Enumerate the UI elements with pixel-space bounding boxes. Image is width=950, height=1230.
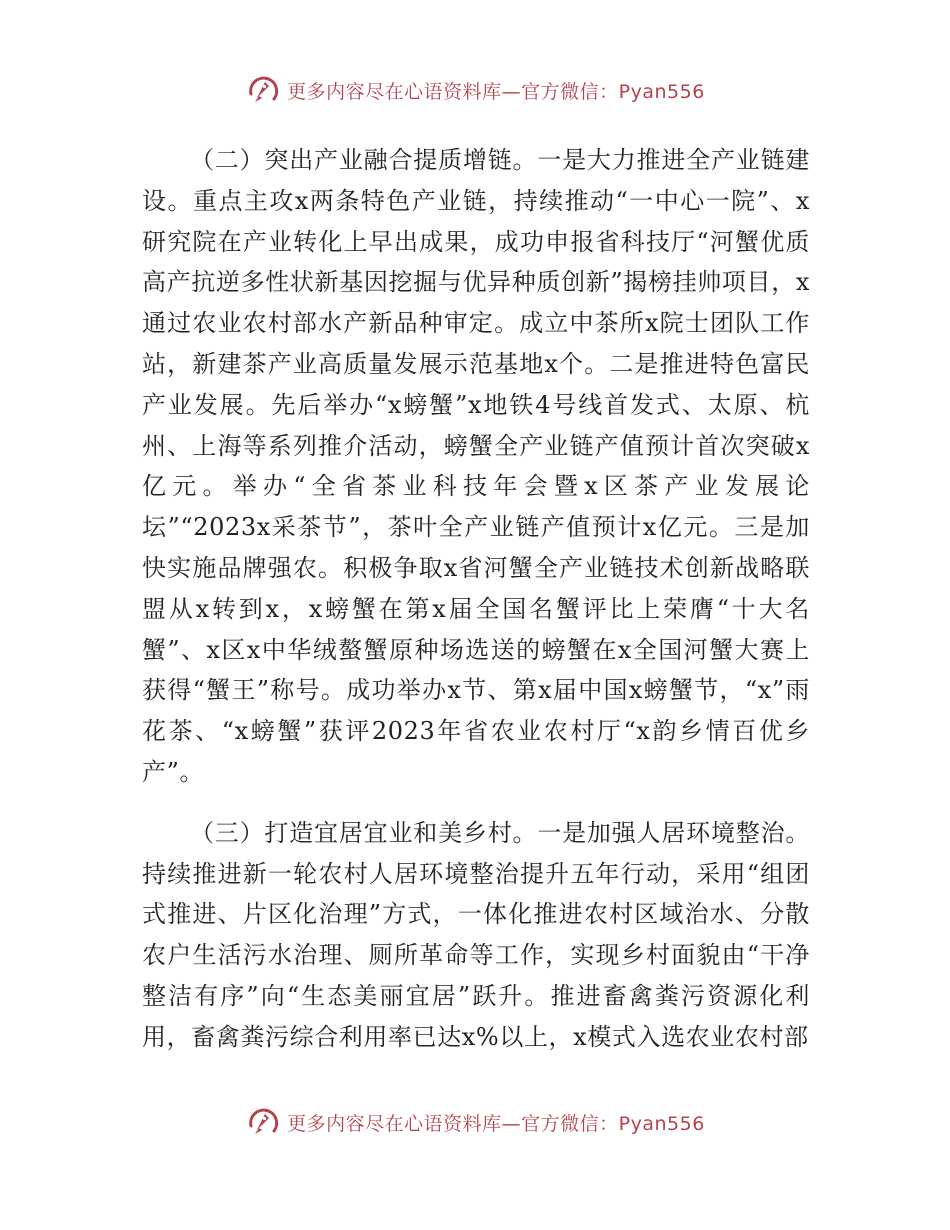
header-watermark-text: 更多内容尽在心语资料库—官方微信：Pyan556 bbox=[287, 80, 705, 103]
footer-watermark-banner bbox=[0, 1100, 950, 1144]
header-watermark-banner bbox=[0, 68, 950, 112]
document-body bbox=[142, 140, 810, 1058]
pen-nib-circle-icon bbox=[245, 72, 281, 108]
pen-nib-circle-icon bbox=[245, 1104, 281, 1140]
paragraph-livable-village: （三）打造宜居宜业和美乡村。一是加强人居环境整治。持续推进新一轮农村人居环境整治提升五年行动，采用“组团式推进、片区化治理”方式，一体化推进农村区域治水、分散农户生活污水治理、厕所革命等工作，实现乡村面貌由“干净整洁有序”向“生态美丽宜居”跃升。推进畜禽粪污资源化利用，畜禽粪污综合利用率已达x%以上，x模式入选农业农村部 bbox=[142, 818, 810, 1051]
paragraph-industry-integration: （二）突出产业融合提质增链。一是大力推进全产业链建设。重点主攻x两条特色产业链，持续推动“一中心一院”、x研究院在产业转化上早出成果，成功申报省科技厅“河蟹优质高产抗逆多性状新基因挖掘与优异种质创新”揭榜挂帅项目，x通过农业农村部水产新品种审定。成立中茶所x院士团队工作站，新建茶产业高质量发展示范基地x个。二是推进特色富民产业发展。先后举办“x螃蟹”x地铁4号线首发式、太原、杭州、上海等系列推介活动，螃蟹全产业链产值预计首次突破x亿元。举办“全省茶业科技年会暨x区茶产业发展论坛”“2023x采茶节”，茶叶全产业链产值预计x亿元。三是加快实施品牌强农。积极争取x省河蟹全产业链技术创新战略联盟从x转到x，x螃蟹在第x届全国名蟹评比上荣膺“十大名蟹”、x区x中华绒螯蟹原种场选送的螃蟹在x全国河蟹大赛上获得“蟹王”称号。成功举办x节、第x届中国x螃蟹节，“x”雨花茶、“x螃蟹”获评2023年省农业农村厅“x韵乡情百优乡产”。 bbox=[142, 146, 810, 786]
footer-watermark-text: 更多内容尽在心语资料库—官方微信：Pyan556 bbox=[287, 1112, 705, 1135]
